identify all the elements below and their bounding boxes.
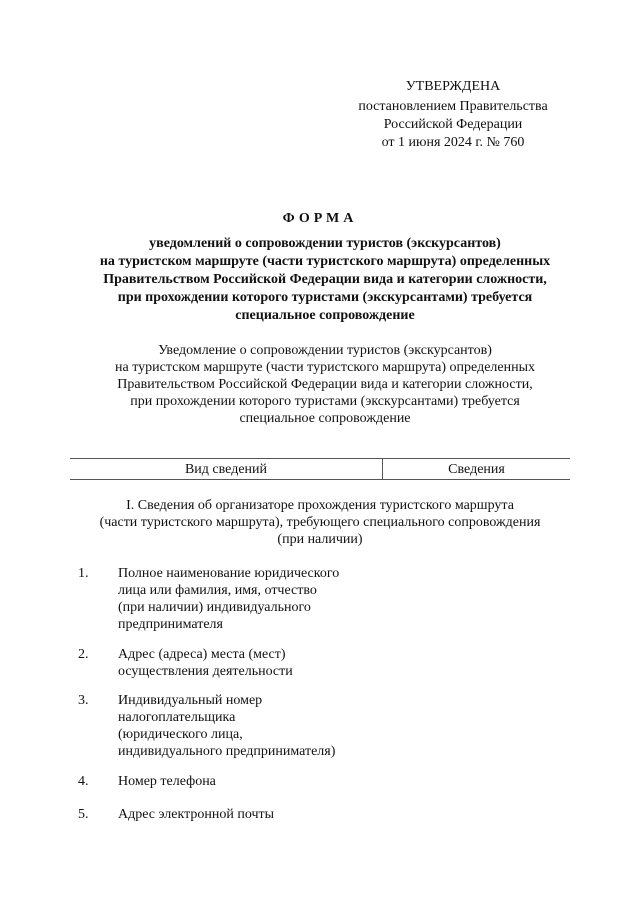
item-text-line: Номер телефона <box>118 774 216 789</box>
section-title-line: I. Сведения об организаторе прохождения туристского маршрута <box>126 498 514 513</box>
item-text <box>118 773 388 790</box>
item-text-line: Адрес (адреса) места (мест) <box>118 647 286 662</box>
notice-title-line: на туристском маршруте (части туристского маршрута) определенных <box>115 360 535 375</box>
approval-block <box>340 78 566 152</box>
column-header-info: Сведения <box>448 462 505 477</box>
approval-line-1: постановлением Правительства <box>358 99 548 114</box>
section-title-line: (при наличии) <box>277 532 363 547</box>
column-header-info-type: Вид сведений <box>70 459 383 479</box>
item-text-line: Полное наименование юридического <box>118 566 340 581</box>
notice-title <box>60 342 590 427</box>
item-text-line: лица или фамилия, имя, отчество <box>118 583 317 598</box>
form-subtitle-line: специальное сопровождение <box>235 308 415 323</box>
table-header <box>70 458 570 480</box>
notice-title-line: Правительством Российской Федерации вида и категории сложности, <box>117 377 533 392</box>
form-subtitle-line: на туристском маршруте (части туристского маршрута) определенных <box>99 254 551 269</box>
approval-line-2: Российской Федерации <box>383 117 523 132</box>
item-number: 5. <box>78 807 89 822</box>
section-title-line: (части туристского маршрута), требующего специального сопровождения <box>99 515 541 530</box>
form-subtitle <box>60 235 590 325</box>
item-text-line: индивидуального предпринимателя) <box>118 744 336 759</box>
item-text-line: налогоплательщика <box>118 710 236 725</box>
item-text-line: предпринимателя <box>118 617 223 632</box>
item-number: 1. <box>78 566 89 581</box>
section-1-title <box>60 497 580 548</box>
item-text-line: осуществления деятельности <box>118 664 293 679</box>
item-text <box>118 692 388 760</box>
item-text <box>118 646 388 680</box>
item-text-line: Адрес электронной почты <box>118 807 275 822</box>
approval-line-3: от 1 июня 2024 г. № 760 <box>381 135 525 150</box>
form-subtitle-line: Правительством Российской Федерации вида и категории сложности, <box>103 272 547 287</box>
form-title: ФОРМА <box>282 211 358 226</box>
notice-title-line: Уведомление о сопровождении туристов (экскурсантов) <box>158 343 492 358</box>
item-text <box>118 806 388 823</box>
approval-status: УТВЕРЖДЕНА <box>405 79 501 94</box>
item-text-line: Индивидуальный номер <box>118 693 263 708</box>
item-text-line: (при наличии) индивидуального <box>118 600 311 615</box>
item-text <box>118 565 388 633</box>
notice-title-line: при прохождении которого туристами (экскурсантами) требуется <box>130 394 520 409</box>
form-subtitle-line: при прохождении которого туристами (экскурсантами) требуется <box>117 290 533 305</box>
form-subtitle-line: уведомлений о сопровождении туристов (экскурсантов) <box>149 236 501 251</box>
notice-title-line: специальное сопровождение <box>239 411 411 426</box>
item-text-line: (юридического лица, <box>118 727 243 742</box>
item-number: 3. <box>78 693 89 708</box>
item-number: 2. <box>78 647 89 662</box>
item-number: 4. <box>78 774 89 789</box>
